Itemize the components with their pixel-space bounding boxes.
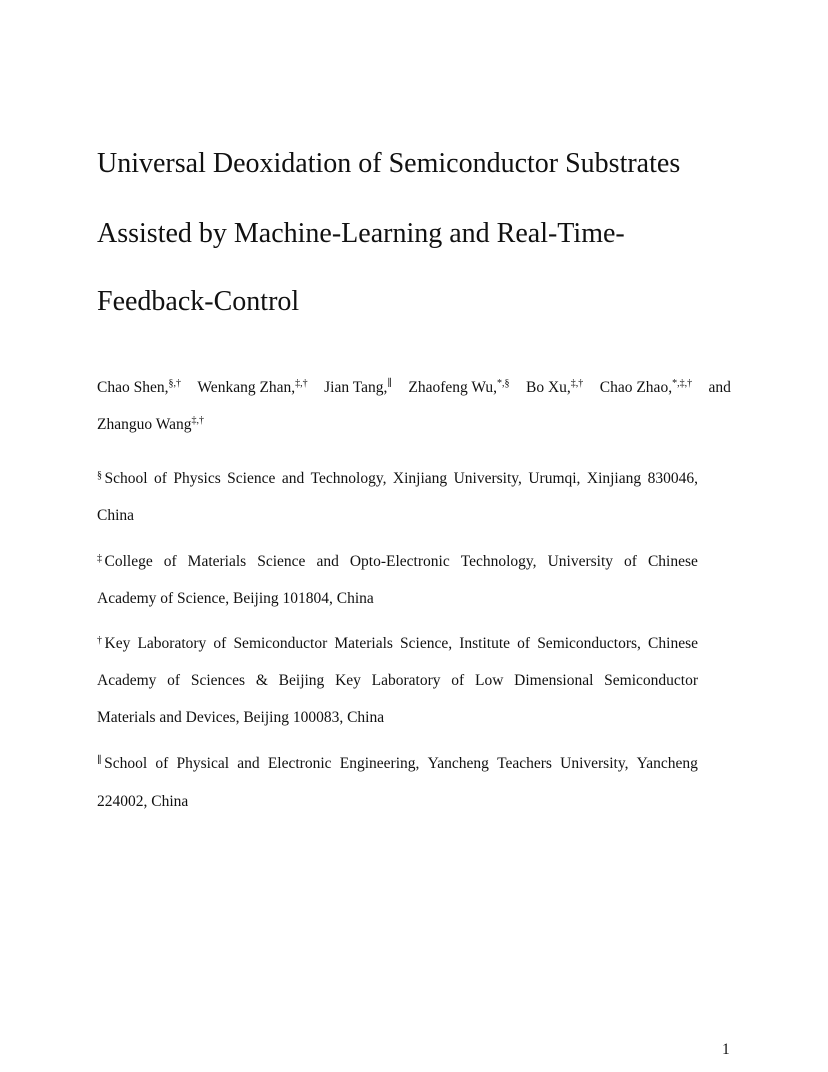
affiliation-word: Technology, [460,553,537,570]
affiliation-word: Beijing [278,672,325,689]
author-affiliation-marks: ‡,† [295,378,308,389]
affiliation-2-line-1 [97,552,698,572]
affiliation-word: Urumqi, [528,470,581,487]
affiliation-word: University [547,553,614,570]
author-affiliation-marks: ‡,† [570,378,584,389]
author-name: Zhaofeng Wu,*,§ [408,378,510,396]
title-line-1: Universal Deoxidation of Semiconductor Substrates [97,148,681,179]
title-line-2: Assisted by Machine-Learning and Real-Time- [97,218,625,249]
affiliation-1-line-2: China [97,507,135,524]
author-name: Bo Xu,‡,† [526,378,584,396]
affiliation-word: University, [560,755,629,772]
affiliation-word: Technology, [310,470,387,487]
affiliation-word: of [624,553,637,570]
affiliation-word: Semiconductor [233,635,328,652]
affiliation-mark: † [97,635,105,646]
author-affiliation-marks: ‡,† [191,415,204,426]
affiliation-4-line-2: 224002, China [97,793,189,810]
affiliation-word: & [255,672,268,689]
affiliation-word: Laboratory [137,635,207,652]
affiliation-word: Low [474,672,504,689]
affiliation-word: Xinjiang [392,470,448,487]
affiliation-2-line-2: Academy of Science, Beijing 101804, China [97,590,374,607]
affiliation-word: Chinese [647,553,698,570]
affiliation-word: Science [227,470,276,487]
affiliation-word: of [155,755,169,772]
affiliation-word: Semiconductor [604,672,698,689]
affiliation-word: Physics [173,470,221,487]
page-number: 1 [722,1041,730,1058]
author-list-line-1 [97,378,731,398]
affiliation-word: Academy [97,672,157,689]
affiliation-1-line-1 [97,469,698,489]
affiliation-word: Materials [334,635,393,652]
affiliation-word: Engineering, [339,755,420,772]
affiliation-word: University, [453,470,522,487]
author-affiliation-marks: ∥ [387,378,392,389]
affiliation-word: of [163,553,177,570]
affiliation-word: Yancheng [427,755,489,772]
affiliation-4-line-1 [97,754,698,774]
affiliation-mark: ‡ [97,553,105,564]
affiliation-word: and [281,470,305,487]
affiliation-word: Xinjiang [586,470,642,487]
affiliation-word: Physical [176,755,230,772]
author-name: Zhanguo Wang‡,† [97,415,204,433]
author-name: and [708,379,731,396]
title-line-3: Feedback-Control [97,286,300,317]
affiliation-word: † Key [97,635,131,652]
affiliation-word: Dimensional [514,672,594,689]
affiliation-word: Materials [187,553,247,570]
affiliation-word: and [237,755,260,772]
affiliation-word: Key [335,672,361,689]
affiliation-word: Institute [459,635,511,652]
author-affiliation-marks: *,§ [497,378,510,389]
affiliation-word: Sciences [190,672,246,689]
affiliation-word: of [154,470,167,487]
author-name: Jian Tang,∥ [324,378,392,396]
affiliation-word: Yancheng [636,755,698,772]
affiliation-word: 830046, [647,470,698,487]
affiliation-word: Chinese [648,635,698,652]
author-affiliation-marks: §,† [168,378,181,389]
author-list-line-2 [97,415,731,435]
affiliation-word: Opto-Electronic [349,553,450,570]
affiliation-word: of [213,635,227,652]
affiliation-word: ∥ School [97,755,148,772]
affiliation-word: ‡ College [97,553,153,570]
author-affiliation-marks: *,‡,† [672,378,693,389]
affiliation-word: Science [257,553,306,570]
affiliation-3-line-2 [97,671,698,691]
affiliation-word: of [451,672,465,689]
author-name: Chao Zhao,*,‡,† [599,378,693,396]
affiliation-mark: § [97,470,105,481]
affiliation-word: and [316,553,339,570]
author-name: Wenkang Zhan,‡,† [197,378,308,396]
affiliation-word: Laboratory [371,672,441,689]
affiliation-3-line-1 [97,634,698,654]
affiliation-word: Semiconductors, [537,635,641,652]
affiliation-word: Science, [400,635,453,652]
affiliation-3-line-3: Materials and Devices, Beijing 100083, China [97,709,385,726]
affiliation-word: § School [97,470,148,487]
affiliation-word: of [517,635,531,652]
affiliation-word: Teachers [497,755,552,772]
affiliation-word: Electronic [267,755,332,772]
affiliation-word: of [167,672,181,689]
author-name: Chao Shen,§,† [97,378,181,396]
affiliation-mark: ∥ [97,755,105,766]
